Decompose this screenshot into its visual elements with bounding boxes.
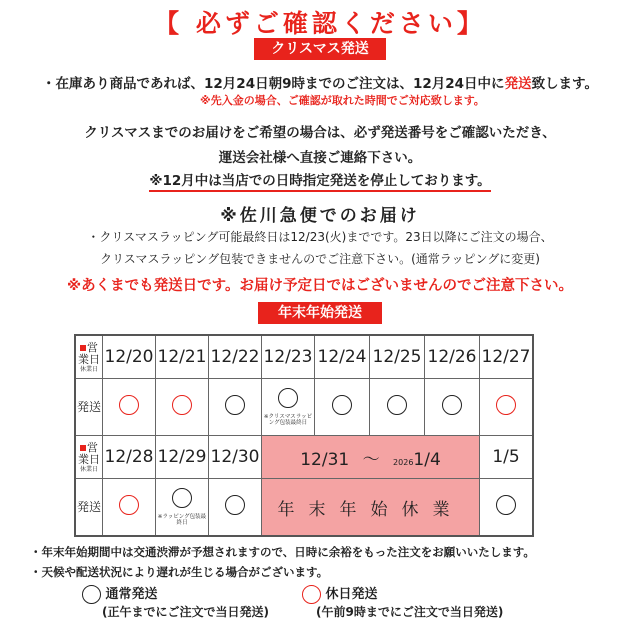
date-cell: 12/22: [209, 335, 262, 379]
calendar-row-2-marks: [75, 479, 533, 537]
range-tilde: 〜: [362, 449, 380, 470]
notice-line-5: [0, 169, 640, 189]
date-cell: 12/25: [370, 335, 425, 379]
notice-line-4: 運送会社様へ直接ご連絡下さい。: [218, 150, 422, 166]
mark-cell: [480, 379, 534, 436]
date-cell: 12/29: [156, 436, 209, 479]
holiday-label: 休業日: [79, 365, 98, 373]
holiday-ship-circle-icon: [172, 395, 192, 415]
ship-label: 発送: [76, 400, 101, 414]
date-cell: 12/26: [425, 335, 480, 379]
sagawa-line-1: ・クリスマスラッピング可能最終日は12/23(火)までです。23日以降にご注文の場合、: [87, 230, 553, 244]
date-cell: 12/23: [262, 335, 315, 379]
date-cell: 12/20: [103, 335, 156, 379]
calendar-row-1-dates: [75, 335, 533, 379]
wrapping-last-day-note: ※ラッピング包装最終日: [157, 514, 207, 526]
date-cell: 1/5: [480, 436, 534, 479]
notice-line-1: [0, 72, 640, 92]
normal-ship-circle-icon: [225, 395, 245, 415]
business-day-label: 営業日: [78, 340, 100, 366]
date-cell: 12/28: [103, 436, 156, 479]
normal-ship-circle-icon: [225, 495, 245, 515]
calendar-row-2-dates: [75, 436, 533, 479]
newyear-shipping-label: 年末年始発送: [278, 305, 362, 321]
business-day-header: [75, 436, 103, 479]
holiday-end-date: 1/4: [413, 449, 441, 470]
date-cell: 12/27: [480, 335, 534, 379]
holiday-ship-circle-icon: [302, 585, 321, 604]
christmas-shipping-label: クリスマス発送: [271, 41, 369, 57]
red-square-icon: [80, 345, 86, 351]
sagawa-title: ※佐川急便でのお届け: [220, 206, 420, 226]
mark-cell: [156, 479, 209, 537]
legend-normal-title: 通常発送: [105, 587, 158, 602]
business-day-label: 営業日: [78, 440, 100, 466]
holiday-range-cell: [262, 436, 480, 479]
mark-cell: [103, 379, 156, 436]
wrapping-last-day-note: ※クリスマスラッピング包装最終日: [263, 414, 313, 426]
legend-normal-sub: (正午までにご注文で当日発送): [102, 605, 269, 619]
mark-cell: [262, 379, 315, 436]
holiday-ship-circle-icon: [119, 495, 139, 515]
date-cell: 12/30: [209, 436, 262, 479]
ship-header: [75, 479, 103, 537]
mark-cell: [480, 479, 534, 537]
sagawa-line-2: クリスマスラッピング包装できませんのでご注意下さい。(通常ラッピングに変更): [100, 252, 540, 266]
date-cell: 12/24: [315, 335, 370, 379]
holiday-ship-circle-icon: [496, 395, 516, 415]
business-day-header: [75, 335, 103, 379]
ship-header: [75, 379, 103, 436]
mark-cell: [209, 379, 262, 436]
holiday-year: 2026: [393, 457, 414, 467]
notice-line-1-post: 致します。: [531, 76, 598, 92]
normal-ship-circle-icon: [82, 585, 101, 604]
mark-cell: [370, 379, 425, 436]
notice-line-1-pre: ・在庫あり商品であれば、12月24日朝9時までのご注文は、12月24日中に: [42, 76, 505, 92]
holiday-closure-label: 年末年始休業: [277, 499, 464, 520]
legend-normal: [82, 583, 158, 604]
legend-holiday-title: 休日発送: [325, 587, 378, 602]
normal-ship-circle-icon: [278, 388, 298, 408]
calendar-row-1-marks: [75, 379, 533, 436]
mark-cell: [315, 379, 370, 436]
holiday-start-date: 12/31: [300, 449, 350, 470]
legend-holiday: [302, 583, 378, 604]
mark-cell: [425, 379, 480, 436]
date-cell: 12/21: [156, 335, 209, 379]
notice-line-3: クリスマスまでのお届けをご希望の場合は、必ず発送番号をご確認いただき、: [84, 125, 556, 141]
mark-cell: [156, 379, 209, 436]
shipping-calendar: [74, 334, 534, 537]
footer-line-2: ・天候や配送状況により遅れが生じる場合がございます。: [30, 565, 329, 579]
normal-ship-circle-icon: [172, 488, 192, 508]
mark-cell: [209, 479, 262, 537]
normal-ship-circle-icon: [442, 395, 462, 415]
notice-line-1-red: 発送: [504, 76, 532, 92]
page-title: 【 必ずご確認ください】: [154, 9, 486, 38]
normal-ship-circle-icon: [496, 495, 516, 515]
ship-label: 発送: [76, 500, 101, 514]
footer-line-1: ・年末年始期間中は交通渋滞が予想されますので、日時に余裕をもった注文をお願いいたします。: [30, 545, 535, 559]
mark-cell: [103, 479, 156, 537]
holiday-ship-circle-icon: [119, 395, 139, 415]
legend-holiday-sub: (午前9時までにご注文で当日発送): [316, 605, 504, 619]
newyear-shipping-badge: [258, 302, 382, 324]
holiday-label: 休業日: [79, 465, 98, 473]
christmas-shipping-badge: [254, 38, 386, 60]
red-square-icon: [80, 445, 86, 451]
normal-ship-circle-icon: [387, 395, 407, 415]
date-designation-notice: ※12月中は当店での日時指定発送を停止しております。: [149, 173, 490, 192]
holiday-closure-cell: [262, 479, 480, 537]
prepayment-note: ※先入金の場合、ご確認が取れた時間でご対応致します。: [200, 94, 485, 107]
normal-ship-circle-icon: [332, 395, 352, 415]
ship-date-warning: ※あくまでも発送日です。お届け予定日ではございませんのでご注意下さい。: [67, 278, 573, 294]
